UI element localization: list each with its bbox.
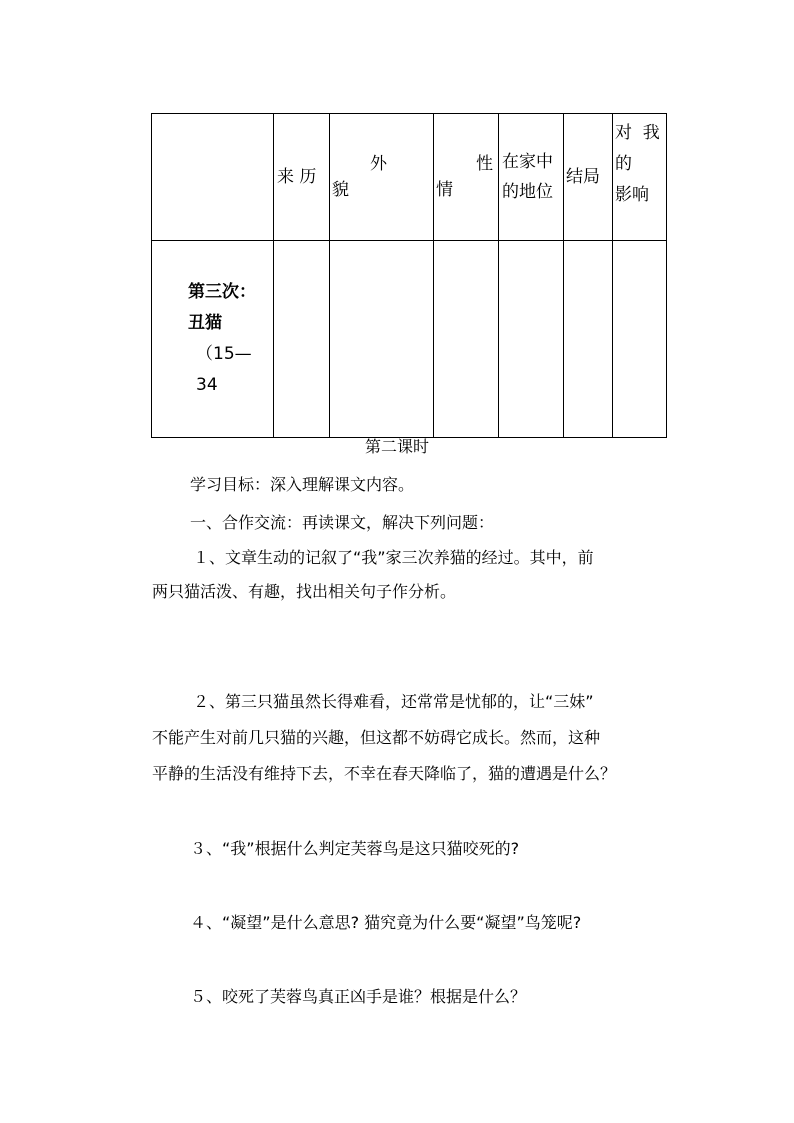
row-label-cell (152, 241, 274, 438)
header-ending-text: 结局 (566, 167, 600, 187)
question-1-line2: 两只猫活泼、有趣，找出相关句子作分析。 (152, 582, 457, 601)
header-influence-line2: 的 (615, 154, 632, 174)
header-temperament-line2: 情 (436, 180, 453, 200)
row-label-line3: （15—34 (196, 344, 252, 395)
header-temperament (434, 114, 499, 241)
answer-cell-influence[interactable] (613, 241, 667, 438)
question-1-line1: １、文章生动的记叙了“我”家三次养猫的经过。其中，前 (193, 548, 594, 567)
header-influence-line1: 对 我 (615, 123, 660, 143)
question-2-line3: 平静的生活没有维持下去，不幸在春天降临了，猫的遭遇是什么？ (152, 764, 617, 783)
table-header-row (152, 114, 667, 241)
section-heading: 一、合作交流：再读课文，解决下列问题： (190, 513, 495, 532)
analysis-table (151, 113, 667, 438)
header-status (499, 114, 564, 241)
question-2-line2: 不能产生对前几只猫的兴趣，但这都不妨碍它成长。然而，这种 (152, 728, 601, 747)
table-row (152, 241, 667, 438)
header-origin-text: 来 历 (277, 167, 317, 187)
header-appearance (330, 114, 434, 241)
header-origin (274, 114, 330, 241)
lesson-subtitle: 第二课时 (364, 437, 429, 456)
header-temperament-line1: 性 (476, 154, 493, 174)
answer-cell-temperament[interactable] (434, 241, 499, 438)
question-4: ４、“凝望”是什么意思? 猫究竟为什么要“凝望”鸟笼呢? (190, 913, 582, 932)
header-status-line1: 在家中 (502, 152, 553, 172)
header-appearance-line2: 貌 (332, 180, 349, 200)
row-label-line2: 丑猫 (188, 313, 222, 333)
question-3: ３、“我”根据什么判定芙蓉鸟是这只猫咬死的? (190, 839, 520, 858)
empty-header-cell (152, 114, 274, 241)
header-ending (564, 114, 613, 241)
question-2-line1: ２、第三只猫虽然长得难看，还常常是忧郁的，让“三妹” (193, 692, 594, 711)
header-status-line2: 的地位 (502, 182, 553, 202)
header-appearance-line1: 外 (370, 154, 387, 174)
row-label-line1: 第三次： (188, 282, 256, 302)
header-influence-line3: 影响 (615, 185, 649, 205)
learning-goal: 学习目标：深入理解课文内容。 (190, 475, 415, 494)
answer-cell-appearance[interactable] (330, 241, 434, 438)
answer-cell-status[interactable] (499, 241, 564, 438)
answer-cell-ending[interactable] (564, 241, 613, 438)
header-influence (613, 114, 667, 241)
answer-cell-origin[interactable] (274, 241, 330, 438)
question-5: ５、咬死了芙蓉鸟真正凶手是谁？根据是什么？ (190, 987, 527, 1006)
